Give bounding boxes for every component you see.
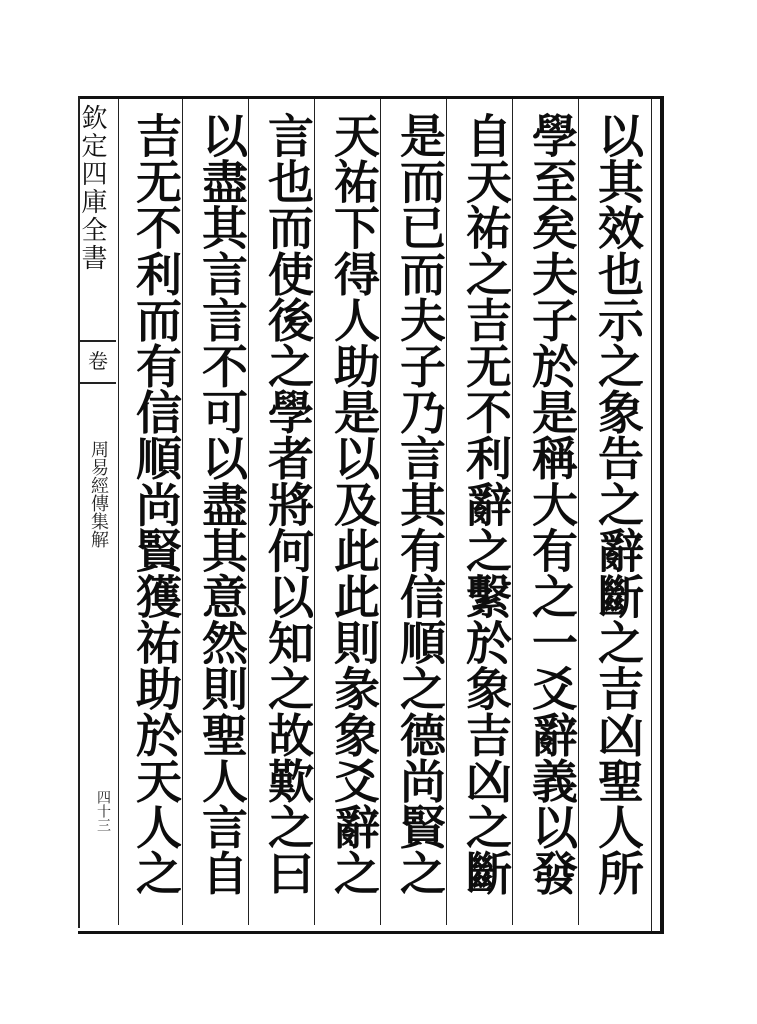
fishtail-glyph: 卷 xyxy=(88,349,108,373)
text-column-5: 天祐下得人助是以及此此則彖象爻辭之 xyxy=(327,112,381,896)
text-column-3: 自天祐之吉无不利辭之繫於象吉凶之斷 xyxy=(459,112,513,896)
margin-collection-title: 欽定四庫全書 xyxy=(77,104,107,272)
text-column-2: 學至矣夫子於是稱大有之一爻辭義以發 xyxy=(525,112,579,896)
text-column-6: 言也而使後之學者將何以知之故歎之曰 xyxy=(261,112,315,896)
text-column-1: 以其效也示之象告之辭斷之吉凶聖人所 xyxy=(591,112,645,896)
text-column-8: 吉无不利而有信順尚賢獲祐助於天人之 xyxy=(129,112,183,896)
text-column-4: 是而已而夫子乃言其有信順之德尚賢之 xyxy=(393,112,447,896)
column-rule xyxy=(118,99,119,925)
margin-book-title: 周易經傳集解 xyxy=(88,440,109,548)
frame-inner-rule xyxy=(651,99,652,931)
text-column-7: 以盡其言言不可以盡其意然則聖人言自 xyxy=(195,112,249,896)
fishtail-mark xyxy=(80,340,116,384)
margin-page-number: 四十三 xyxy=(95,790,111,832)
